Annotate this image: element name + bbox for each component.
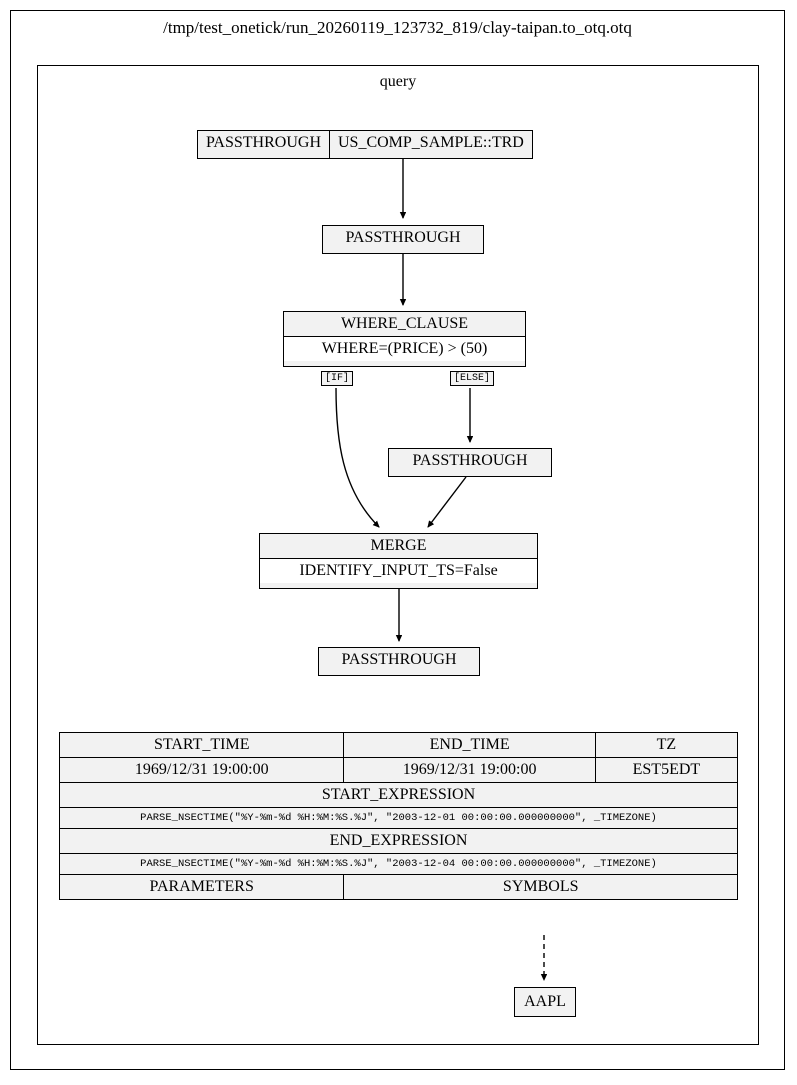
node-passthrough-else-label: PASSTHROUGH xyxy=(412,452,528,469)
node-passthrough-else[interactable] xyxy=(388,448,552,477)
node-where-clause[interactable] xyxy=(283,311,526,367)
node-merge-property: IDENTIFY_INPUT_TS=False xyxy=(260,558,537,583)
value-tz: EST5EDT xyxy=(595,758,737,783)
value-end-time: 1969/12/31 19:00:00 xyxy=(344,758,595,783)
node-merge-title: MERGE xyxy=(370,537,427,554)
header-parameters: PARAMETERS xyxy=(60,875,344,900)
node-source-passthrough-label: PASSTHROUGH xyxy=(206,134,321,151)
query-label: query xyxy=(379,73,417,90)
edge-label-else: [ELSE] xyxy=(450,371,494,386)
value-start-time: 1969/12/31 19:00:00 xyxy=(60,758,344,783)
node-where-clause-title: WHERE_CLAUSE xyxy=(340,315,469,332)
query-params-table xyxy=(59,732,738,900)
table-row-start-expression-value xyxy=(60,808,738,829)
table-row-end-expression-value xyxy=(60,854,738,875)
node-merge[interactable] xyxy=(259,533,538,589)
table-row-headers xyxy=(60,733,738,758)
table-row-values xyxy=(60,758,738,783)
table-row-end-expression-header xyxy=(60,829,738,854)
header-start-expression: START_EXPRESSION xyxy=(60,783,738,808)
header-start-time: START_TIME xyxy=(60,733,344,758)
node-passthrough-out[interactable] xyxy=(318,647,480,676)
header-tz: TZ xyxy=(595,733,737,758)
node-passthrough-out-label: PASSTHROUGH xyxy=(341,651,457,668)
header-end-expression: END_EXPRESSION xyxy=(60,829,738,854)
node-where-clause-expression: WHERE=(PRICE) > (50) xyxy=(284,336,525,361)
header-symbols: SYMBOLS xyxy=(344,875,738,900)
value-start-expression: PARSE_NSECTIME("%Y-%m-%d %H:%M:%S.%J", "2003-12-01 00:00:00.000000000", _TIMEZONE) xyxy=(60,808,738,829)
table-row-parameters-symbols xyxy=(60,875,738,900)
node-passthrough-1[interactable] xyxy=(322,225,484,254)
node-source[interactable] xyxy=(197,130,533,159)
edge-label-if: [IF] xyxy=(321,371,353,386)
header-end-time: END_TIME xyxy=(344,733,595,758)
node-symbol-aapl[interactable]: AAPL xyxy=(514,987,576,1017)
node-passthrough-1-label: PASSTHROUGH xyxy=(345,229,461,246)
table-row-start-expression-header xyxy=(60,783,738,808)
node-source-symbol-label: US_COMP_SAMPLE::TRD xyxy=(329,131,532,158)
value-end-expression: PARSE_NSECTIME("%Y-%m-%d %H:%M:%S.%J", "2003-12-04 00:00:00.000000000", _TIMEZONE) xyxy=(60,854,738,875)
file-path-title: /tmp/test_onetick/run_20260119_123732_819/clay-taipan.to_otq.otq xyxy=(163,18,632,37)
